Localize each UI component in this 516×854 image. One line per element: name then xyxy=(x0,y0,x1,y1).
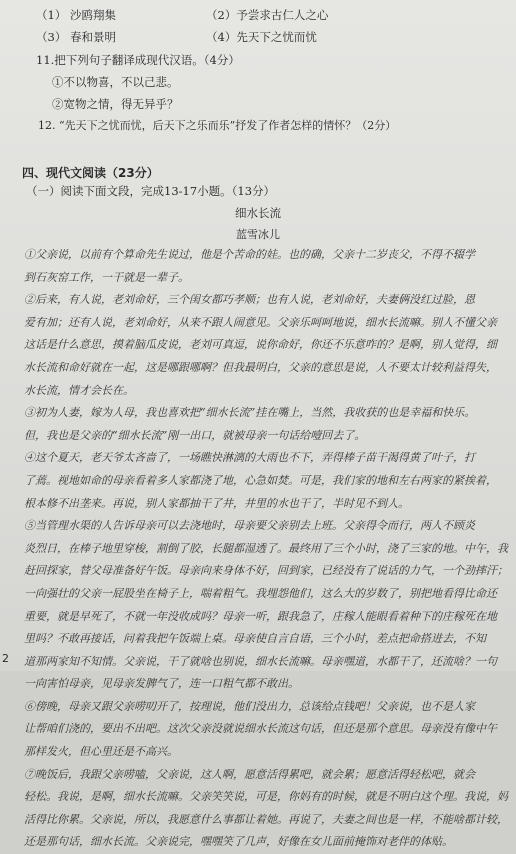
option-1: （1） 沙鸥翔集 xyxy=(36,8,116,22)
text-line: 这话是什么意思，摸着脑瓜皮说，老刘可真逗，说你命好，你还不乐意咋的？是啊，别人觉得，细 xyxy=(24,338,497,352)
text-line: ③初为人妻，嫁为人母，我也喜欢把“细水长流”挂在嘴上，当然，我收获的也是幸福和快乐。 xyxy=(24,406,476,420)
question-11-sentence-2: ②宽物之情，得无异乎？ xyxy=(52,97,179,111)
text-line: 轻松。我说，是啊，细水长流嘛。父亲笑笑说，可是，你妈有的时候，就是不明白这个理。我说，妈 xyxy=(24,790,508,804)
subsection-heading: （一）阅读下面文段，完成13-17小题。（13分） xyxy=(26,184,276,198)
option-3: （3） 春和景明 xyxy=(36,30,116,44)
question-12: 12. “先天下之忧而忧，后天下之乐而乐”抒发了作者怎样的情怀？（2分） xyxy=(38,119,397,132)
question-11-stem: 11.把下列句子翻译成现代汉语。（4分） xyxy=(36,53,240,67)
text-line: 里吗？不敢再接话，问着我把午饭端上桌。母亲使自言自语，三个小时，差点把命搭进去，不知 xyxy=(24,632,486,646)
text-line: 一向害怕母亲，见母亲发脾气了，连一口粗气都不敢出。 xyxy=(24,677,299,691)
article-title: 细水长流 xyxy=(235,206,281,220)
text-line: 一向强壮的父亲一屁股坐在椅子上，喘着粗气。我埋怨他们，这么大的岁数了，别把地看得比命还 xyxy=(24,586,497,600)
text-line: 炎烈日，在棒子地里穿梭，割倒了胶，长腿都湿透了。最终用了三个小时，浇了三家的地。中午，我 xyxy=(24,541,508,555)
text-line: 爱有加；还有人说，老刘命好，从来不跟人闹意见。父亲乐呵呵地说，细水长流嘛。别人不懂父亲 xyxy=(24,315,497,329)
text-line: 道那两家知不知情。父亲说，干了就啥也别说，细水长流嘛。母亲嘿道，水都干了，还流啥？一句 xyxy=(24,654,497,668)
text-line: 了蔫。视地如命的母亲看着多人家都浇了地，心急如焚。可是，我们家的地和左右两家的紧挨着， xyxy=(24,473,497,487)
article-author: 蓝雪冰儿 xyxy=(236,228,280,241)
text-line: 但，我也是父亲的“细水长流”刚一出口，就被母亲一句话给噎回去了。 xyxy=(24,428,366,442)
text-line: 还是那句话，细水长流。父亲说完，嘿嘿笑了几声，好像在女儿面前掩饰对老伴的体贴。 xyxy=(24,835,453,849)
text-line: 根本修不出垄来。再说，别人家都抽干了井，井里的水也干了，半时见不到人。 xyxy=(24,496,409,510)
page-number: 2 xyxy=(2,652,9,665)
section-heading: 四、现代文阅读（23分） xyxy=(22,166,159,180)
text-line: ⑦晚饭后，我跟父亲唠嗑，父亲说，这人啊，愿意活得累吧，就会累；愿意活得轻松吧，就会 xyxy=(24,767,475,781)
option-2: （2）予尝求古仁人之心 xyxy=(206,8,329,22)
text-line: 赶回探家，替父母准备好午饭。母亲向来身体不好，回到家，已经没有了说话的力气，一个劲摔汗； xyxy=(24,564,508,578)
text-line: 重要，就是早死了，不就一年没收成吗？母亲一听，跟我急了，庄稼人能眼看着种下的庄稼死在地 xyxy=(24,609,497,623)
text-line: 那样发火，但心里还是不高兴。 xyxy=(24,745,178,759)
question-11-sentence-1: ①不以物喜，不以己悲。 xyxy=(52,75,179,89)
option-4: （4）先天下之忧而忧 xyxy=(206,30,317,44)
article-body xyxy=(24,244,508,854)
text-line: ⑥傍晚，母亲又跟父亲唠叨开了，按理说，他们没出力，总该给点钱吧！父亲说，也不是人家 xyxy=(24,699,475,713)
text-line: 到石灰窑工作，一干就是一辈子。 xyxy=(24,270,189,284)
text-line: 水长流和命好就在一起，这是哪跟哪啊？但我最明白，父亲的意思是说，人不要太计较利益得失， xyxy=(24,360,497,374)
text-line: 活得比你累。父亲说，所以，我愿意什么事都让着她。再说了，夫妻之间也是一样，不能啥都计较， xyxy=(24,812,508,826)
text-line: 水长流，情才会长在。 xyxy=(24,383,134,397)
text-line: ④这个夏天，老天爷太吝啬了，一场瞧快淋漓的大雨也不下，弄得棒子苗干渴得黄了叶子，打 xyxy=(24,451,475,465)
text-line: ⑤当管理水渠的人告诉母亲可以去浇地时，母亲要父亲别去上班。父亲得令而行，两人不顾炎 xyxy=(24,519,475,533)
text-line: ②后来，有人说，老刘命好，三个闺女都巧孝顺；也有人说，老刘命好，夫妻俩没红过脸，恩 xyxy=(24,293,475,307)
text-line: ①父亲说，以前有个算命先生说过，他是个苦命的娃。也的确，父亲十二岁丧父，不得不辍学 xyxy=(24,248,475,261)
text-line: 让帮咱们浇的，要出不出吧。这次父亲没就说细水长流这句话，但还是那个意思。母亲没有像中午 xyxy=(24,722,497,736)
